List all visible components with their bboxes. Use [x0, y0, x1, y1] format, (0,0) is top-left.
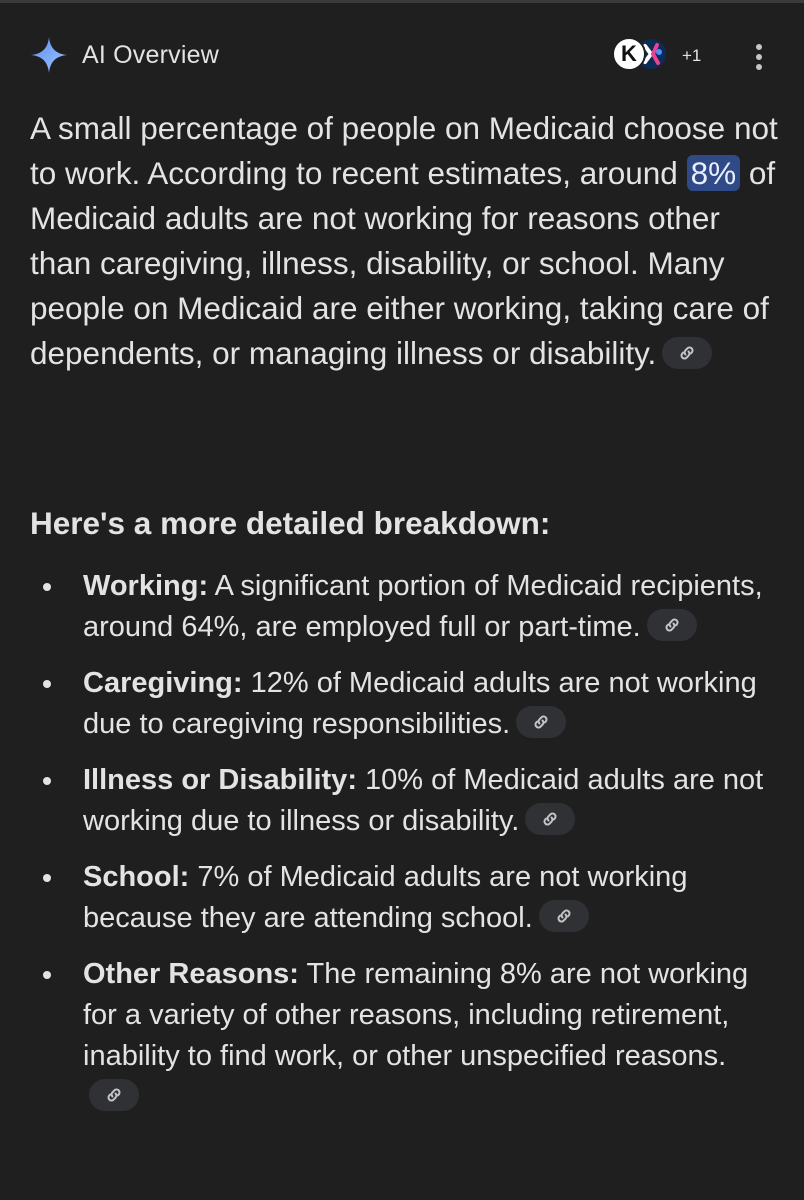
source-link-chip[interactable] [647, 609, 697, 641]
item-label: Other Reasons: [83, 958, 299, 990]
breakdown-heading: Here's a more detailed breakdown: [30, 505, 551, 541]
source-link-chip[interactable] [662, 337, 712, 369]
link-icon [531, 712, 551, 732]
item-text: 12% of Medicaid adults are not working due to caregiving responsibilities. [83, 667, 757, 740]
link-icon [540, 809, 560, 829]
list-item [30, 663, 775, 745]
more-sources-count[interactable]: +1 [682, 46, 702, 65]
source-avatars[interactable] [612, 37, 722, 73]
breakdown-list [30, 566, 775, 1133]
source-link-chip[interactable] [525, 803, 575, 835]
source-avatar-k[interactable] [612, 37, 646, 71]
bullet-dot [43, 777, 51, 785]
summary-text-end: of Medicaid adults are not working for reasons other than caregiving, illness, disability, or school. Many people on Medicaid are either working, taking care of dependents, or managing illness or disability. [30, 155, 776, 371]
bullet-dot [43, 680, 51, 688]
list-item [30, 857, 775, 939]
item-text: 10% of Medicaid adults are not working due to illness or disability. [83, 764, 764, 837]
top-divider [0, 0, 804, 3]
source-avatar-letter: K [621, 41, 637, 66]
item-label: School: [83, 861, 190, 893]
item-text: A significant portion of Medicaid recipients, around 64%, are employed full or part-time. [83, 570, 763, 643]
source-link-chip[interactable] [539, 900, 589, 932]
summary-text-start: A small percentage of people on Medicaid choose not to work. According to recent estimates, around [30, 110, 778, 191]
highlighted-stat[interactable]: 8% [687, 155, 741, 191]
item-label: Caregiving: [83, 667, 243, 699]
link-icon [554, 906, 574, 926]
list-item [30, 566, 775, 648]
list-item [30, 760, 775, 842]
overview-summary [30, 106, 780, 376]
source-link-chip[interactable] [516, 706, 566, 738]
bullet-dot [43, 874, 51, 882]
item-text: The remaining 8% are not working for a variety of other reasons, including retirement, inability to find work, or other unspecified reasons. [83, 958, 749, 1072]
header-title: AI Overview [82, 41, 219, 69]
gemini-spark-icon [30, 36, 68, 74]
bullet-dot [43, 971, 51, 979]
item-text: 7% of Medicaid adults are not working because they are attending school. [83, 861, 688, 934]
item-label: Working: [83, 570, 209, 602]
item-label: Illness or Disability: [83, 764, 357, 796]
more-options-button[interactable] [744, 36, 774, 76]
link-icon [677, 343, 697, 363]
bullet-dot [43, 583, 51, 591]
source-link-chip[interactable] [89, 1079, 139, 1111]
link-icon [104, 1085, 124, 1105]
list-item [30, 954, 775, 1118]
link-icon [662, 615, 682, 635]
ai-overview-header [30, 34, 774, 78]
